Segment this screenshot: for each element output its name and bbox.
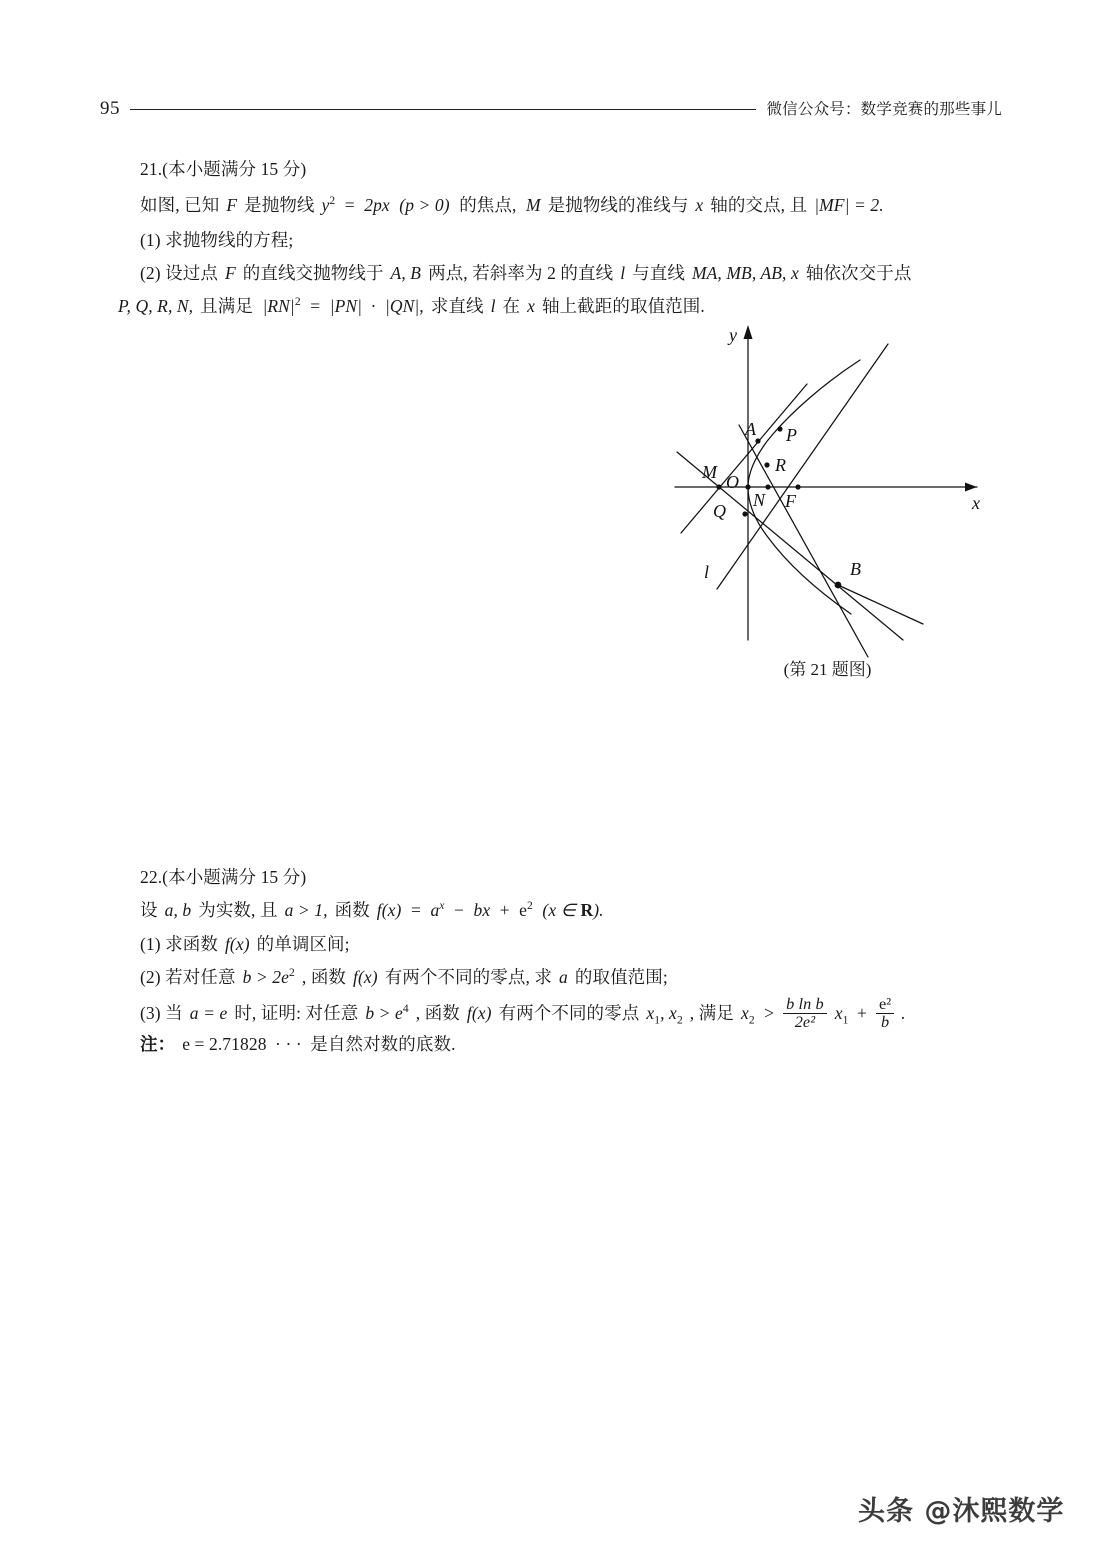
q21-part-1: (1) 求抛物线的方程; <box>140 230 294 250</box>
point-P-marker <box>777 426 782 431</box>
q21-number: 21.(本小题满分 15 分) <box>140 159 307 179</box>
q22-number: 22.(本小题满分 15 分) <box>140 867 307 887</box>
q21-stem-F: F <box>226 195 238 215</box>
q22-part-1: (1) 求函数 f(x) 的单调区间; <box>140 934 350 954</box>
q22-part-3: (3) 当 a = e 时, 证明: 对任意 $b > e^4$ , 函数 f(x) 有两个不同的零点 $x_1$, $x_2$ , 满足 $x_2$ > $\frac{\text{b ln b}}{\text{2e²}}$ $x_1$ + $\frac{\text{e²}}{b}$ . <box>140 995 906 1032</box>
q21-part-2-line-1: (2) 设过点 F 的直线交抛物线于 A, B 两点, 若斜率为 2 的直线 l 与直线 MA, MB, AB, x 轴依次交于点 <box>140 263 912 283</box>
q21-figure <box>655 312 1000 697</box>
header-wechat-note: 微信公众号：数学竞赛的那些事儿 <box>766 101 1002 118</box>
point-M-marker <box>716 484 721 489</box>
parabola-upper-branch <box>748 360 860 487</box>
q22-note: 注： e = 2.71828 · · · 是自然对数的底数. <box>140 1034 456 1054</box>
line-l <box>717 344 888 589</box>
line-through-B <box>838 585 923 624</box>
point-Q-marker <box>742 511 747 516</box>
point-label-M: M <box>702 462 717 482</box>
fraction-blnb-over-2e2: $\frac{\text{b ln b}}{\text{2e²}}$ <box>781 996 829 1032</box>
point-B-marker <box>835 582 842 589</box>
point-label-P: P <box>786 425 797 445</box>
line-label-l: l <box>704 562 710 582</box>
point-label-N: N <box>753 490 766 510</box>
axis-label-y: y <box>729 325 737 345</box>
point-F-marker <box>795 484 800 489</box>
q22-stem: 设 a, b 为实数, 且 a > 1, 函数 $f(x) = a^x$ − bx + $e^2$ (x ∈ R). <box>140 900 604 920</box>
point-label-R: R <box>775 455 786 475</box>
q21-stem: 如图, 已知 F 是抛物线 $y^2 = 2px$ (p > 0) 的焦点, M 是抛物线的准线与 x 轴的交点, 且 |MF| = 2. <box>140 195 884 215</box>
q21-figure-svg <box>655 312 1000 697</box>
q21-figure-caption: (第 21 题图) <box>783 660 872 679</box>
page-header <box>100 92 1002 124</box>
q22-part-2: (2) 若对任意 $b > 2e^2$ , 函数 f(x) 有两个不同的零点, 求 a 的取值范围; <box>140 967 668 987</box>
q21-part-2-line-2: P, Q, R, N, 且满足 $|RN|^2 = |PN| \cdot |QN|$, 求直线 l 在 x 轴上截距的取值范围. <box>118 296 705 316</box>
page-number: 95 <box>100 97 120 119</box>
point-label-F: F <box>785 491 796 511</box>
point-N-marker <box>765 484 770 489</box>
y-axis-arrow <box>744 325 753 339</box>
fraction-e2-over-b: $\frac{\text{e²}}{b}$ <box>874 996 896 1032</box>
point-label-B: B <box>850 559 861 579</box>
point-A-marker <box>755 438 760 443</box>
axis-label-x: x <box>972 493 980 513</box>
watermark-toutiao: 头条 @沐熙数学 <box>858 1496 1065 1527</box>
point-R-marker <box>764 462 769 467</box>
chord-AB <box>739 425 868 657</box>
point-label-Q: Q <box>713 501 726 521</box>
point-O-marker <box>745 484 750 489</box>
x-axis-arrow <box>965 483 977 492</box>
point-label-A: A <box>745 419 756 439</box>
header-divider <box>130 109 756 110</box>
point-label-O: O <box>726 472 739 492</box>
